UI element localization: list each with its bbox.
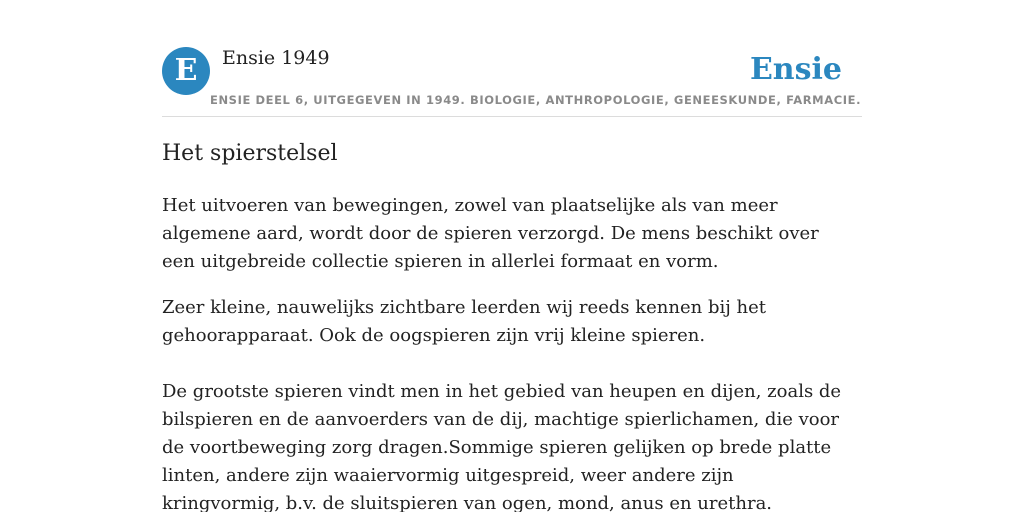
edition-subtitle: ENSIE DEEL 6, UITGEGEVEN IN 1949. BIOLOGIE, ANTHROPOLOGIE, GENEESKUNDE, FARMACIE. (210, 93, 862, 107)
article-paragraph-2: Zeer kleine, nauwelijks zichtbare leerden wij reeds kennen bij het gehoorapparaat. Ook de oogspieren zijn vrij kleine spieren. (162, 297, 767, 346)
brand-logo[interactable]: Ensie (749, 52, 842, 87)
site-header (162, 46, 862, 117)
article (162, 136, 862, 512)
article-title: Het spierstelsel (162, 141, 338, 166)
article-paragraph-1: Het uitvoeren van bewegingen, zowel van plaatselijke als van meer algemene aard, wordt door de spieren verzorgd. De mens beschikt over een uitgebreide collectie spieren in allerlei formaat en vorm. (162, 195, 819, 272)
ensie-logo-icon[interactable]: E (162, 47, 210, 95)
article-paragraph-3: De grootste spieren vindt men in het gebied van heupen en dijen, zoals de bilspieren en de aanvoerders van de dij, machtige spierlichamen, die voor de voortbeweging zorg dragen.Sommige spieren gelijken op brede platte linten, andere zijn waaiervormig uitgespreid, weer andere zijn kringvormig, b.v. de sluitspieren van ogen, mond, anus en urethra. (162, 381, 842, 512)
site-name[interactable]: Ensie 1949 (222, 47, 330, 69)
